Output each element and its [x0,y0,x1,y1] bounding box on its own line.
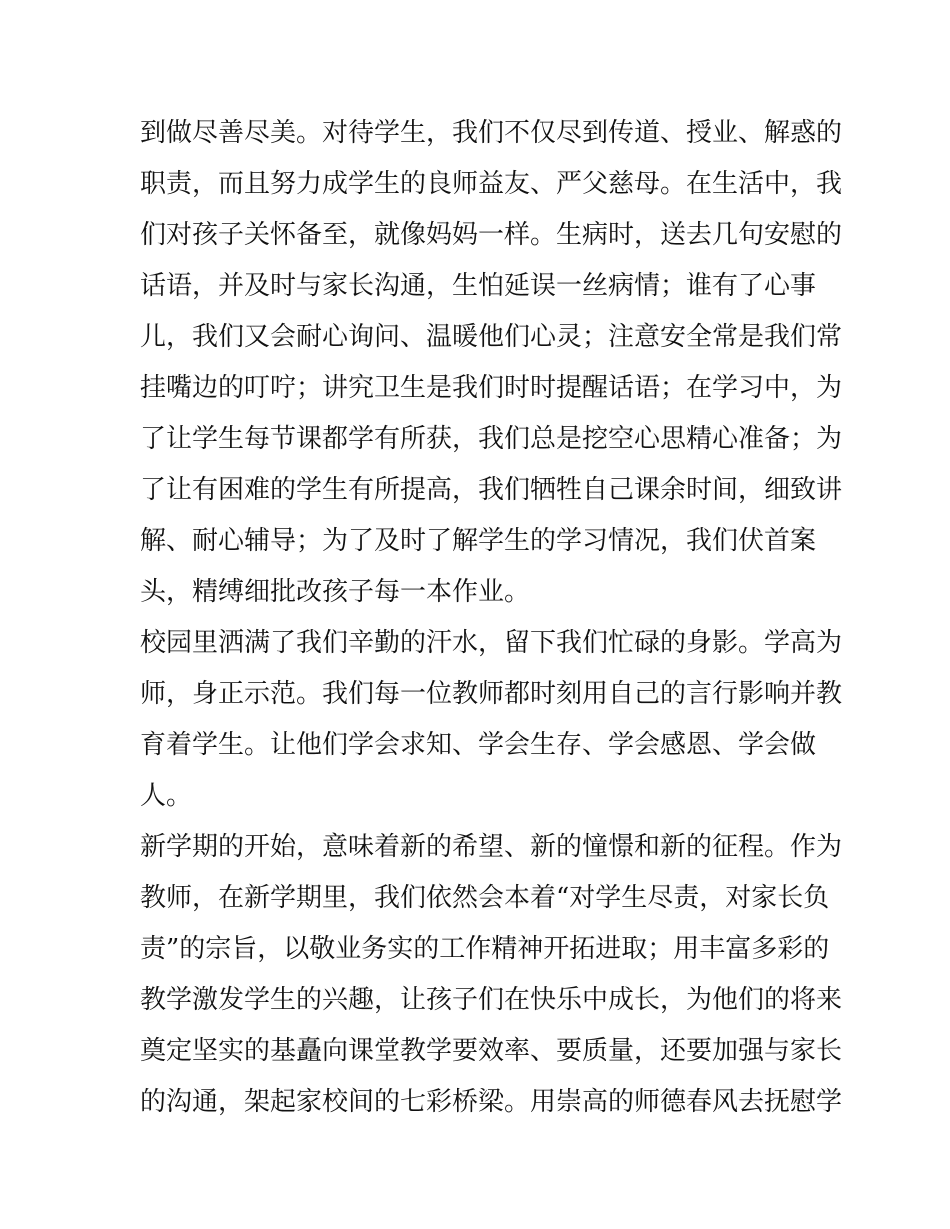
text-line: 到做尽善尽美。对待学生，我们不仅尽到传道、授业、解惑的 [140,118,843,148]
body-text [140,108,843,1128]
text-line: 解、耐心辅导；为了及时了解学生的学习情况，我们伏首案 [140,526,817,556]
text-line: 的沟通，架起家校间的七彩桥梁。用崇高的师德春风去抚慰学 [140,1087,843,1117]
text-line: 责”的宗旨，以敬业务实的工作精神开拓进取；用丰富多彩的 [140,934,830,964]
text-line: 话语，并及时与家长沟通，生怕延误一丝病情；谁有了心事 [140,271,817,301]
text-line: 头，精缚细批改孩子每一本作业。 [140,577,531,607]
text-line: 们对孩子关怀备至，就像妈妈一样。生病时，送去几句安慰的 [140,220,843,250]
text-line: 育着学生。让他们学会求知、学会生存、学会感恩、学会做 [140,730,817,760]
text-line: 教学激发学生的兴趣，让孩子们在快乐中成长，为他们的将来 [140,985,843,1015]
text-line: 人。 [140,781,193,811]
text-line: 新学期的开始，意味着新的希望、新的憧憬和新的征程。作为 [140,832,843,862]
text-line: 儿，我们又会耐心询问、温暖他们心灵；注意安全常是我们常 [140,322,843,352]
text-line: 了让有困难的学生有所提高，我们牺牲自己课余时间，细致讲 [140,475,843,505]
text-line: 教师，在新学期里，我们依然会本着“对学生尽责，对家长负 [140,883,830,913]
text-line: 了让学生每节课都学有所获，我们总是挖空心思精心准备；为 [140,424,843,454]
text-line: 师，身正示范。我们每一位教师都时刻用自己的言行影响并教 [140,679,843,709]
text-line: 挂嘴边的叮咛；讲究卫生是我们时时提醒话语；在学习中，为 [140,373,843,403]
text-line: 奠定坚实的基矗向课堂教学要效率、要质量，还要加强与家长 [140,1036,843,1066]
text-line: 职责，而且努力成学生的良师益友、严父慈母。在生活中，我 [140,169,843,199]
text-line: 校园里洒满了我们辛勤的汗水，留下我们忙碌的身影。学高为 [140,628,843,658]
